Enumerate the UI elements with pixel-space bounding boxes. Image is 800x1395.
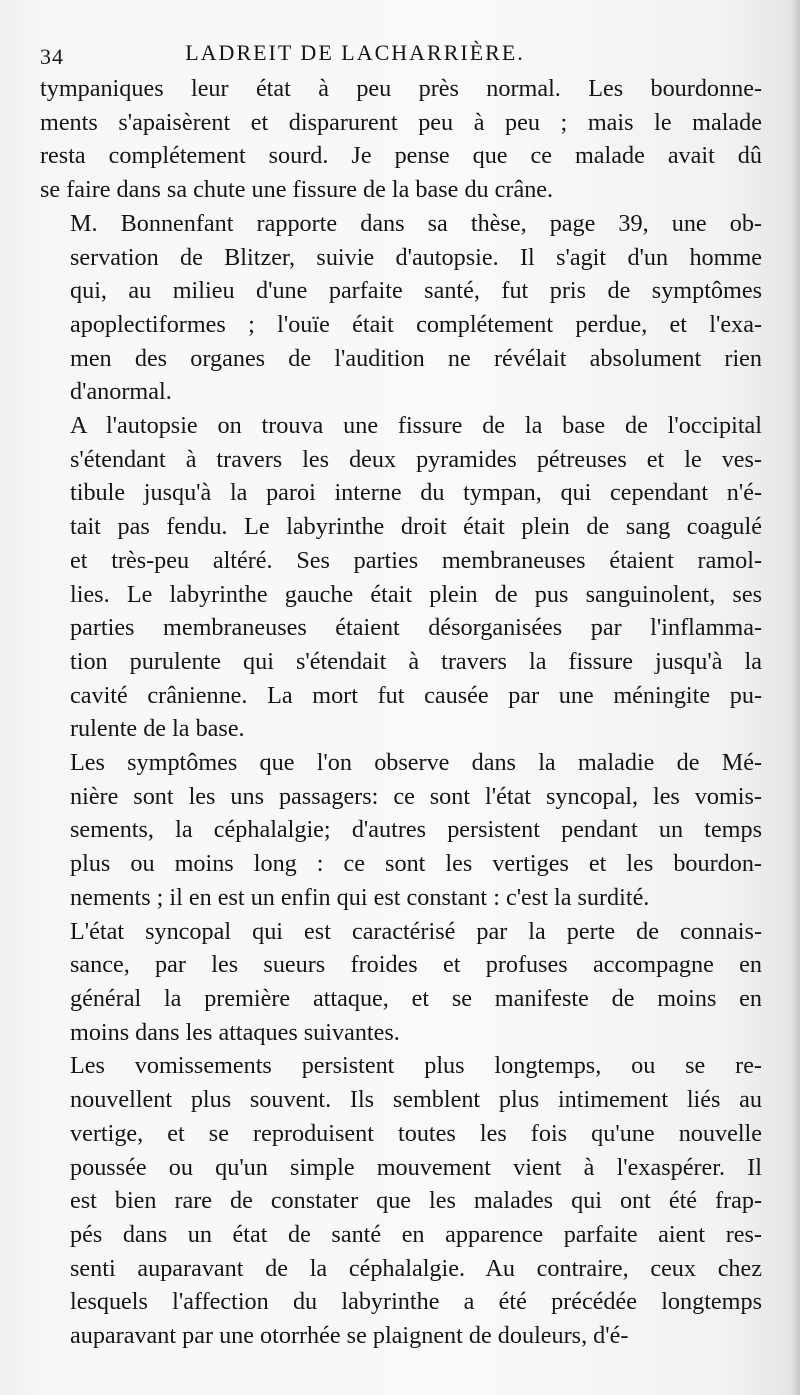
text-line: nouvellent plus souvent. Ils semblent plus intimement liés au [70, 1086, 762, 1114]
paragraph [40, 72, 762, 207]
page-header [40, 30, 760, 70]
body-text [40, 72, 762, 1353]
text-line: cavité crânienne. La mort fut causée par une méningite pu- [70, 681, 762, 709]
text-line: senti auparavant de la céphalalgie. Au contraire, ceux chez [70, 1254, 762, 1282]
text-line: lies. Le labyrinthe gauche était plein de pus sanguinolent, ses [70, 580, 762, 608]
text-line: d'anormal. [70, 378, 172, 406]
paragraph [40, 207, 762, 409]
text-line: nements ; il en est un enfin qui est constant : c'est la surdité. [70, 883, 650, 911]
text-line: sance, par les sueurs froides et profuses accompagne en [70, 951, 762, 979]
text-line: L'état syncopal qui est caractérisé par la perte de connais- [70, 917, 762, 945]
text-line: resta complétement sourd. Je pense que ce malade avait dû [40, 142, 762, 170]
text-line: Les vomissements persistent plus longtemps, ou se re- [70, 1052, 762, 1080]
text-line: poussée ou qu'un simple mouvement vient à l'exaspérer. Il [70, 1153, 762, 1181]
text-line: parties membraneuses étaient désorganisées par l'inflamma- [70, 614, 762, 642]
text-line: s'étendant à travers les deux pyramides pétreuses et le ves- [70, 445, 762, 473]
paragraph [40, 1049, 762, 1352]
text-line: M. Bonnenfant rapporte dans sa thèse, page 39, une ob- [70, 209, 762, 237]
text-line: est bien rare de constater que les malades qui ont été frap- [70, 1187, 762, 1215]
text-line: général la première attaque, et se manifeste de moins en [70, 984, 762, 1012]
text-line: tympaniques leur état à peu près normal. Les bourdonne- [40, 75, 762, 102]
text-line: lesquels l'affection du labyrinthe a été précédée longtemps [70, 1288, 762, 1316]
text-line: tion purulente qui s'étendait à travers la fissure jusqu'à la [70, 647, 762, 675]
text-line: nière sont les uns passagers: ce sont l'état syncopal, les vomis- [70, 782, 762, 810]
paragraph [40, 746, 762, 915]
text-line: plus ou moins long : ce sont les vertiges et les bourdon- [70, 850, 762, 878]
text-line: apoplectiformes ; l'ouïe était complétement perdue, et l'exa- [70, 310, 762, 338]
text-line: tibule jusqu'à la paroi interne du tympan, qui cependant n'é- [70, 479, 762, 507]
page-number: 34 [40, 44, 64, 69]
text-line: rulente de la base. [70, 715, 245, 743]
paragraph [40, 915, 762, 1050]
text-line: ments s'apaisèrent et disparurent peu à peu ; mais le malade [40, 108, 762, 136]
paragraph [40, 409, 762, 746]
running-title: LADREIT DE LACHARRIÈRE. [185, 40, 525, 65]
text-line: auparavant par une otorrhée se plaignent de douleurs, d'é- [70, 1322, 629, 1350]
text-line: qui, au milieu d'une parfaite santé, fut pris de symptômes [70, 277, 762, 305]
text-line: servation de Blitzer, suivie d'autopsie. Il s'agit d'un homme [70, 243, 762, 271]
text-line: et très-peu altéré. Ses parties membraneuses étaient ramol- [70, 546, 762, 574]
text-line: moins dans les attaques suivantes. [70, 1018, 400, 1046]
page-gutter-shadow [790, 0, 800, 1395]
text-line: tait pas fendu. Le labyrinthe droit était plein de sang coagulé [70, 513, 762, 541]
text-line: pés dans un état de santé en apparence parfaite aient res- [70, 1220, 762, 1248]
text-line: men des organes de l'audition ne révélait absolument rien [70, 344, 762, 372]
text-line: Les symptômes que l'on observe dans la maladie de Mé- [70, 749, 762, 777]
text-line: vertige, et se reproduisent toutes les fois qu'une nouvelle [70, 1119, 762, 1147]
text-line: se faire dans sa chute une fissure de la base du crâne. [40, 176, 554, 204]
text-line: sements, la céphalalgie; d'autres persistent pendant un temps [70, 816, 762, 844]
text-line: A l'autopsie on trouva une fissure de la base de l'occipital [70, 412, 762, 440]
